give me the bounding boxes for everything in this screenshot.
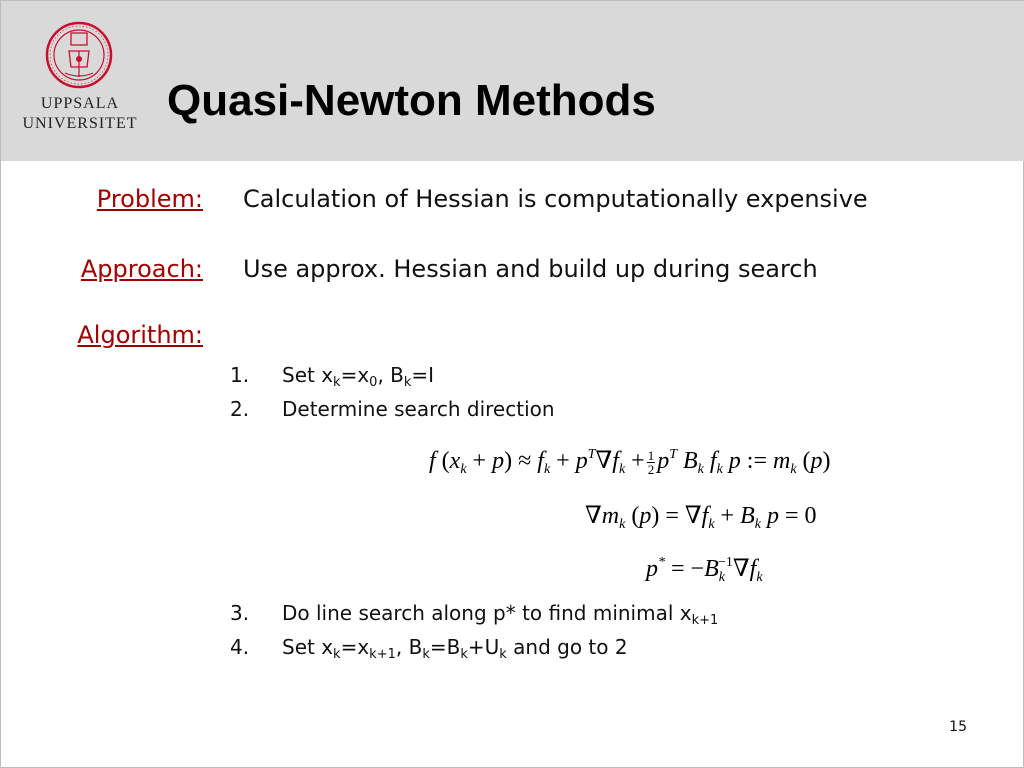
step-text: =B bbox=[429, 635, 461, 659]
step-number: 2. bbox=[230, 397, 250, 421]
step-text: +U bbox=[467, 635, 500, 659]
step-subscript: k+1 bbox=[369, 647, 396, 662]
step-text: Set x bbox=[282, 635, 334, 659]
step-text: =x bbox=[340, 363, 370, 387]
step-subscript: k bbox=[460, 647, 468, 662]
step-text: Determine search direction bbox=[282, 397, 555, 421]
step-number: 1. bbox=[230, 363, 250, 387]
problem-label: Problem: bbox=[96, 185, 203, 213]
logo-line2: UNIVERSITET bbox=[22, 115, 138, 132]
slide-header bbox=[1, 1, 1024, 161]
step-subscript: k bbox=[422, 647, 430, 662]
slide-title: Quasi-Newton Methods bbox=[167, 76, 656, 125]
step-number: 4. bbox=[230, 635, 250, 659]
step-number: 3. bbox=[230, 601, 250, 625]
algorithm-label: Algorithm: bbox=[77, 321, 203, 349]
page-number: 15 bbox=[949, 719, 967, 735]
algorithm-step bbox=[230, 399, 555, 419]
step-subscript: 0 bbox=[369, 375, 378, 390]
logo-line1: UPPSALA bbox=[40, 95, 120, 112]
step-text: and go to 2 bbox=[506, 635, 628, 659]
seal-icon bbox=[45, 21, 113, 89]
step-subscript: k bbox=[333, 647, 341, 662]
problem-text: Calculation of Hessian is computationally expensive bbox=[243, 185, 868, 213]
step-subscript: k+1 bbox=[691, 613, 719, 628]
step-subscript: k bbox=[403, 375, 412, 390]
step-text: Set x bbox=[282, 363, 334, 387]
step-text: Do line search along p* to find minimal x bbox=[282, 601, 692, 625]
step-text: , B bbox=[377, 363, 404, 387]
step-subscript: k bbox=[333, 375, 341, 390]
approach-text: Use approx. Hessian and build up during search bbox=[243, 255, 818, 283]
algorithm-step bbox=[230, 601, 719, 628]
algorithm-step bbox=[230, 363, 435, 390]
equation-search-direction: $p^* = -B_k^{-1}\nabla f_k$ bbox=[646, 555, 763, 585]
step-subscript: k bbox=[499, 647, 507, 662]
university-logo bbox=[21, 21, 139, 139]
equation-gradient-condition: $\nabla m_k$ $(p) = \nabla f_k + B_k$ p = 0 bbox=[585, 503, 817, 532]
algorithm-step bbox=[230, 635, 628, 662]
equation-quadratic-model: f $(x_k + p) \approx f_k + p^T\nabla f_k$ + $\frac{1}{2}$ $p^T$ $B_k$ $f_k$ p := $m_k$ (p) bbox=[429, 447, 831, 478]
step-text: , B bbox=[395, 635, 423, 659]
step-text: =I bbox=[411, 363, 435, 387]
step-text: =x bbox=[340, 635, 370, 659]
approach-label: Approach: bbox=[80, 255, 203, 283]
